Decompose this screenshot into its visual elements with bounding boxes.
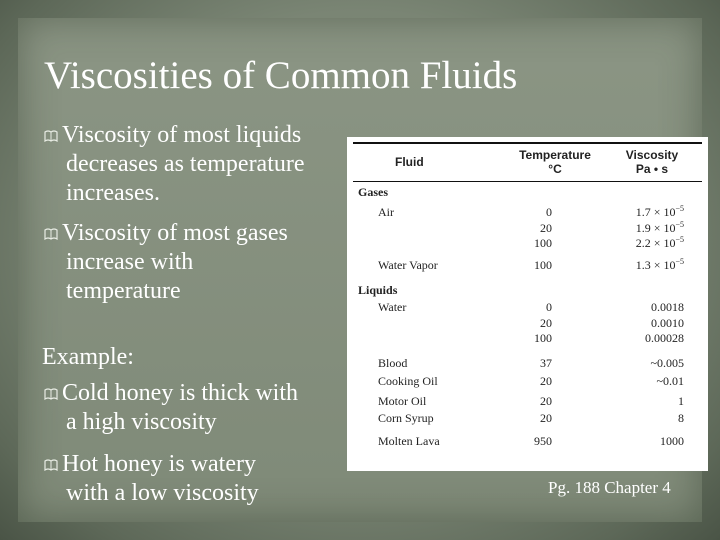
bullet2-line3: temperature — [66, 278, 181, 304]
table-cell-fluid: Cooking Oil — [378, 374, 438, 388]
slide-title: Viscosities of Common Fluids — [44, 54, 518, 97]
header-viscosity-unit: Pa • s — [635, 162, 669, 176]
header-temperature-unit: °C — [548, 162, 562, 176]
viscosity-value: 0.0018 — [651, 300, 684, 314]
viscosity-table — [347, 137, 708, 471]
table-cell-temperature: 20 — [540, 221, 552, 235]
bullet1-line3: increases. — [66, 180, 160, 206]
viscosity-value: 1.3 × 10 — [635, 258, 676, 272]
header-temperature — [505, 148, 605, 176]
table-cell-fluid: Air — [378, 205, 394, 219]
table-cell-fluid: Molten Lava — [378, 434, 440, 448]
table-header-rule — [353, 181, 702, 182]
page-reference: Pg. 188 Chapter 4 — [548, 478, 671, 497]
table-cell-viscosity — [604, 411, 684, 425]
bullet4-line1: Hot honey is watery — [62, 451, 256, 477]
table-cell-temperature: 100 — [534, 236, 552, 250]
table-cell-temperature: 100 — [534, 258, 552, 272]
viscosity-value: ~0.01 — [656, 374, 684, 388]
bullet1-line2: decreases as temperature — [66, 151, 305, 177]
table-cell-temperature: 20 — [540, 374, 552, 388]
bullet-hot-honey — [44, 450, 354, 508]
bullet1-line1: Viscosity of most liquids — [62, 122, 302, 148]
viscosity-value: 0.00028 — [645, 331, 684, 345]
table-cell-viscosity — [604, 316, 684, 330]
table-cell-temperature: 20 — [540, 411, 552, 425]
book-bullet-icon — [44, 130, 58, 142]
table-cell-temperature: 0 — [546, 205, 552, 219]
table-cell-temperature: 37 — [540, 356, 552, 370]
viscosity-value: 0.0010 — [651, 316, 684, 330]
table-cell-viscosity — [604, 205, 684, 219]
bullet2-line2: increase with — [66, 249, 194, 275]
table-cell-viscosity — [604, 221, 684, 235]
bullet3-line1: Cold honey is thick with — [62, 380, 298, 406]
bullet2-line1: Viscosity of most gases — [62, 220, 288, 246]
example-label: Example: — [42, 344, 134, 370]
table-cell-temperature: 20 — [540, 316, 552, 330]
table-cell-temperature: 100 — [534, 331, 552, 345]
book-bullet-icon — [44, 388, 58, 400]
header-temperature-label: Temperature — [519, 148, 591, 162]
table-cell-fluid: Water — [378, 300, 407, 314]
table-cell-temperature: 950 — [534, 434, 552, 448]
table-cell-fluid: Water Vapor — [378, 258, 438, 272]
viscosity-value: 1.7 × 10 — [635, 205, 676, 219]
header-viscosity-label: Viscosity — [625, 148, 679, 162]
table-cell-fluid: Motor Oil — [378, 394, 427, 408]
table-cell-temperature: 20 — [540, 394, 552, 408]
bullet-viscosity-liquids — [44, 121, 354, 208]
section-liquids: Liquids — [358, 283, 398, 297]
header-fluid: Fluid — [395, 155, 424, 169]
table-cell-viscosity — [604, 236, 684, 250]
table-cell-fluid: Corn Syrup — [378, 411, 434, 425]
book-bullet-icon — [44, 459, 58, 471]
table-cell-viscosity — [604, 356, 684, 370]
table-cell-viscosity — [604, 300, 684, 314]
viscosity-exponent: −5 — [675, 220, 684, 229]
bullet-viscosity-gases — [44, 219, 354, 306]
viscosity-exponent: −5 — [675, 204, 684, 213]
table-top-rule — [353, 142, 702, 144]
table-cell-viscosity — [604, 434, 684, 448]
bullet3-line2: a high viscosity — [66, 409, 217, 435]
viscosity-value: 1000 — [660, 434, 684, 448]
viscosity-value: 1 — [678, 394, 684, 408]
table-cell-viscosity — [604, 258, 684, 272]
viscosity-value: 1.9 × 10 — [635, 221, 676, 235]
table-cell-temperature: 0 — [546, 300, 552, 314]
book-bullet-icon — [44, 228, 58, 240]
viscosity-exponent: −5 — [675, 235, 684, 244]
viscosity-value: 8 — [678, 411, 684, 425]
viscosity-exponent: −5 — [675, 257, 684, 266]
section-gases: Gases — [358, 185, 388, 199]
table-cell-viscosity — [604, 331, 684, 345]
viscosity-value: 2.2 × 10 — [635, 236, 676, 250]
bullet-cold-honey — [44, 379, 354, 437]
bullet4-line2: with a low viscosity — [66, 480, 259, 506]
viscosity-value: ~0.005 — [650, 356, 684, 370]
table-cell-fluid: Blood — [378, 356, 408, 370]
header-viscosity — [617, 148, 687, 176]
table-cell-viscosity — [604, 374, 684, 388]
table-cell-viscosity — [604, 394, 684, 408]
